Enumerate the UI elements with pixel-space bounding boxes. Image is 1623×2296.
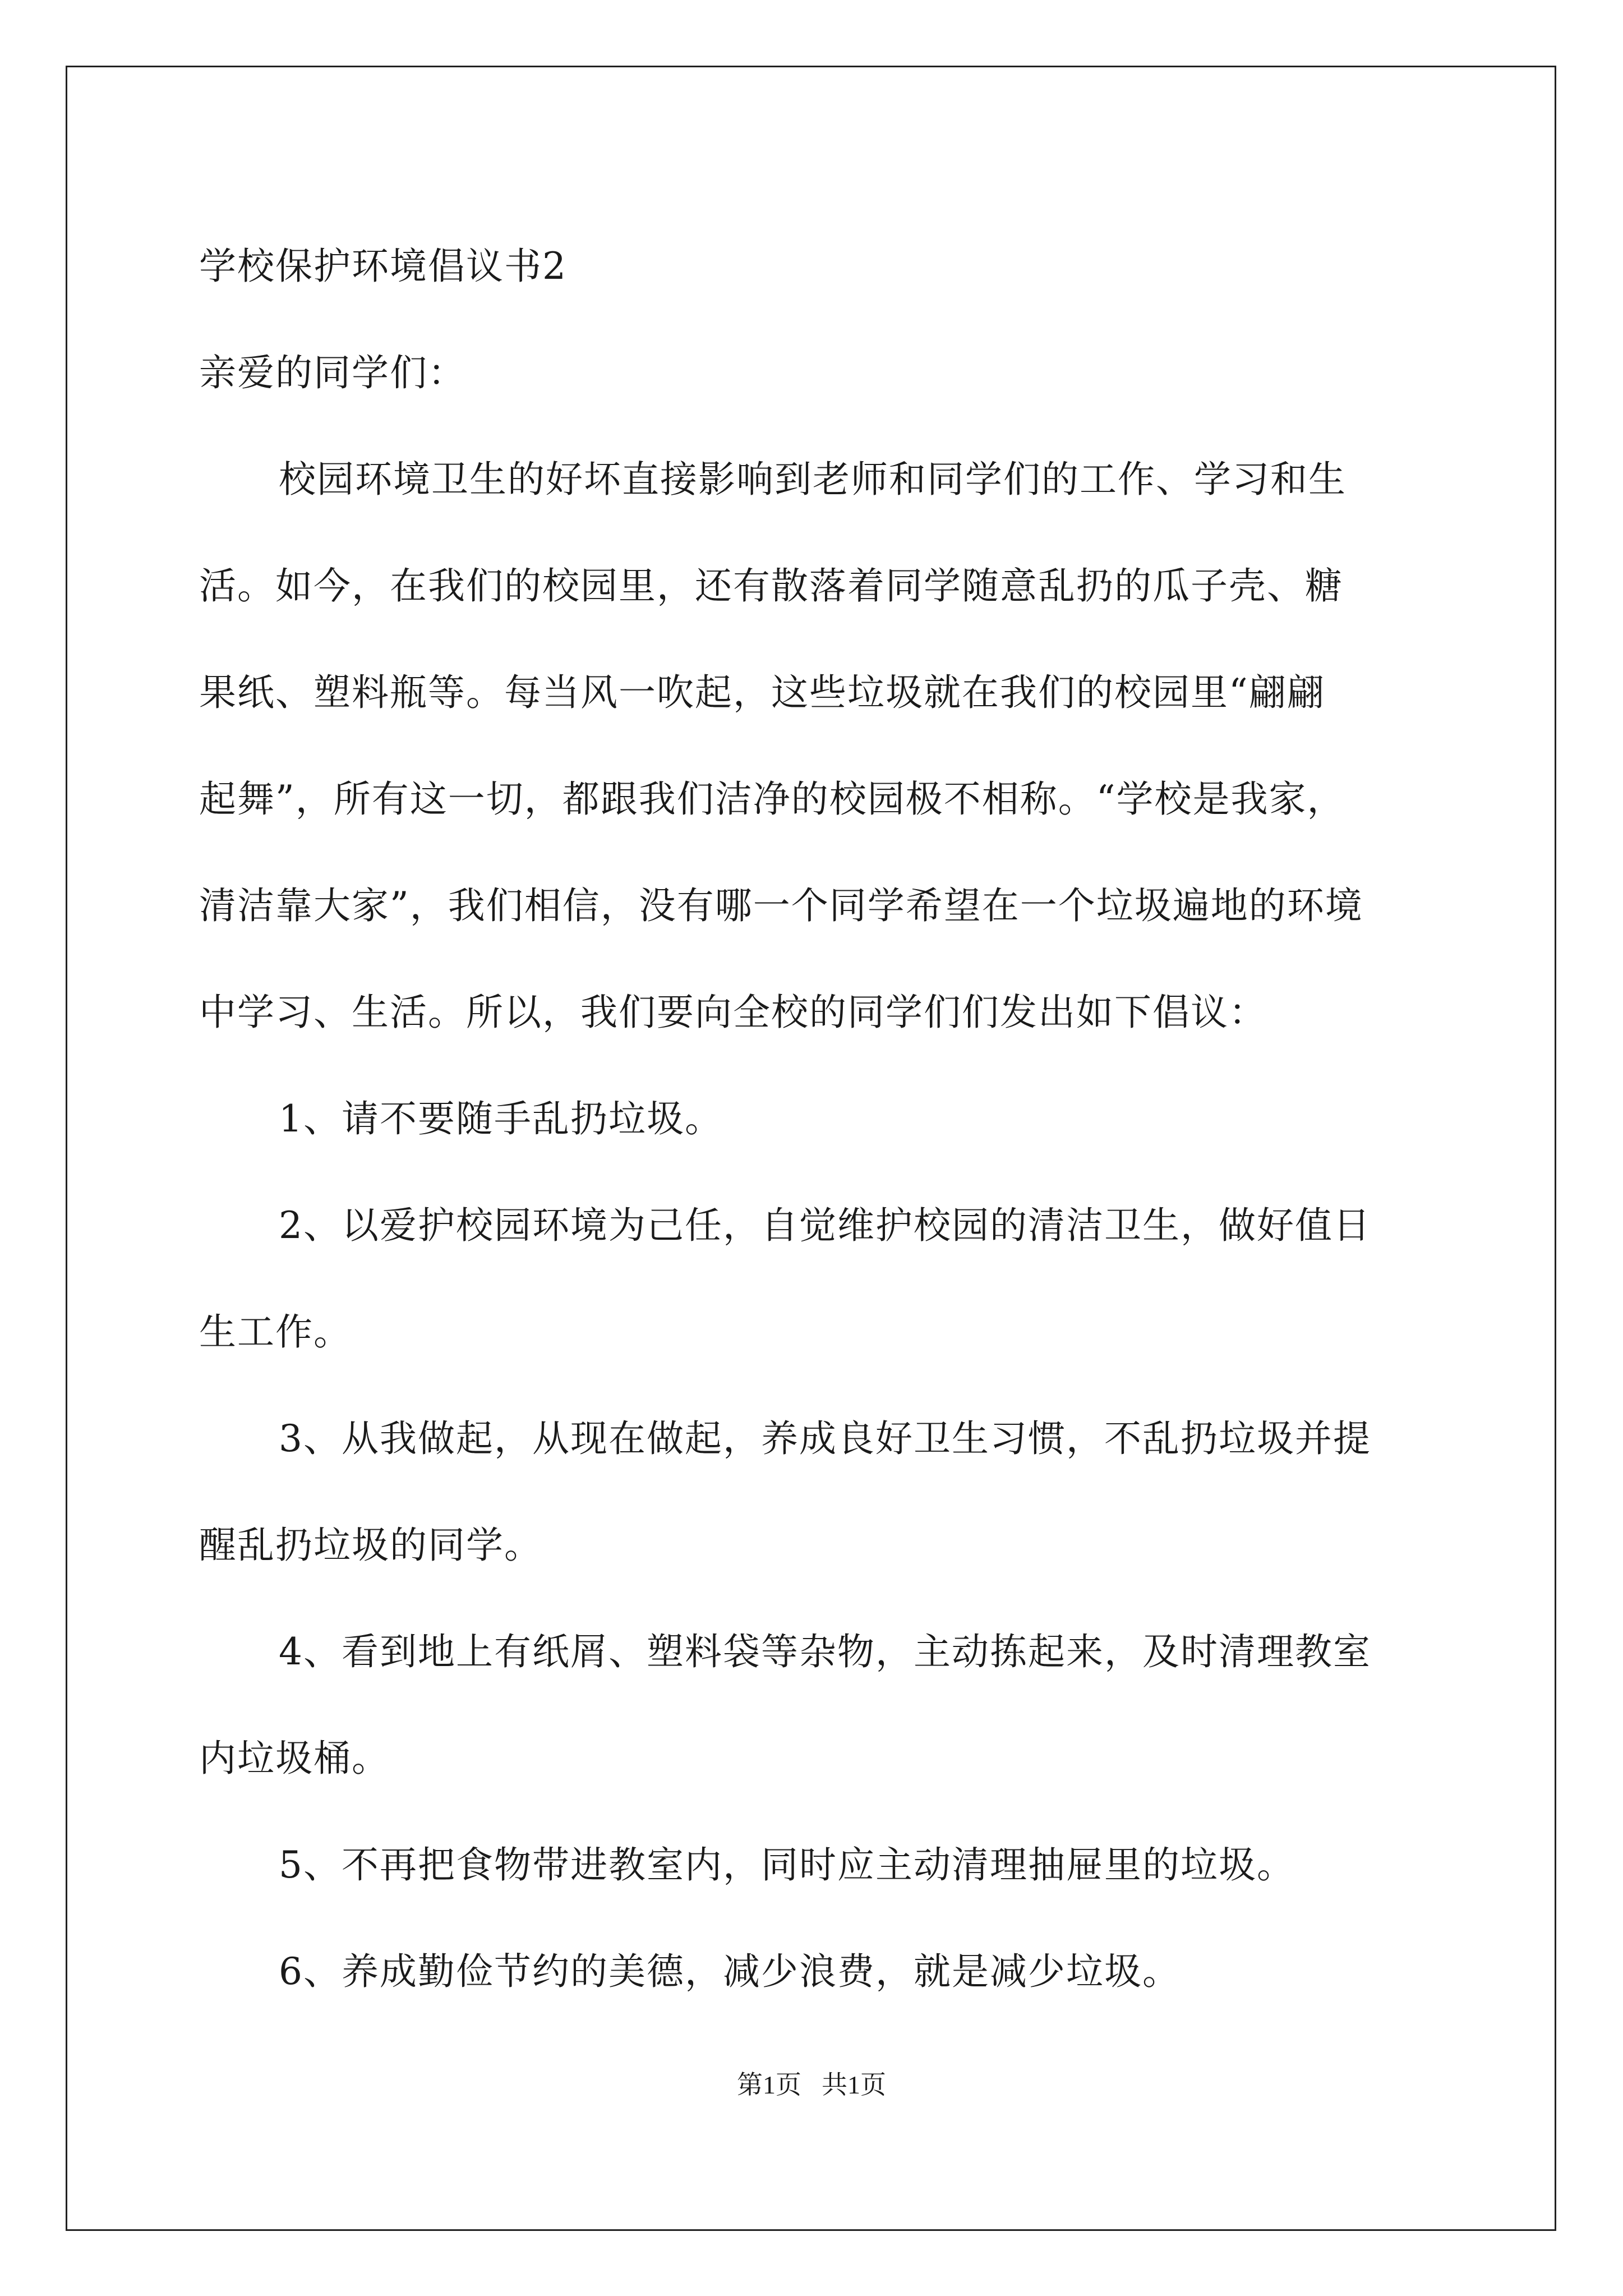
proposal-item-4: 4、看到地上有纸屑、塑料袋等杂物，主动拣起来，及时清理教室: [279, 1630, 1371, 1673]
document-body: [199, 213, 1433, 2025]
paragraph-line: 果纸、塑料瓶等。每当风一吹起，这些垃圾就在我们的校园里“翩翩: [199, 671, 1325, 714]
proposal-item-3-continued: 醒乱扔垃圾的同学。: [199, 1524, 542, 1567]
proposal-item-5: 5、不再把食物带进教室内，同时应主动清理抽屉里的垃圾。: [279, 1843, 1295, 1887]
proposal-item-3: 3、从我做起，从现在做起，养成良好卫生习惯，不乱扔垃圾并提: [279, 1417, 1371, 1460]
proposal-item-2: 2、以爱护校园环境为己任，自觉维护校园的清洁卫生，做好值日: [279, 1204, 1371, 1247]
document-title: 学校保护环境倡议书2: [199, 245, 567, 288]
paragraph-line: 活。如今，在我们的校园里，还有散落着同学随意乱扔的瓜子壳、糖: [199, 564, 1343, 608]
paragraph-line: 校园环境卫生的好坏直接影响到老师和同学们的工作、学习和生: [279, 458, 1347, 501]
proposal-item-1: 1、请不要随手乱扔垃圾。: [279, 1097, 723, 1140]
greeting: 亲爱的同学们：: [199, 351, 466, 394]
proposal-item-4-continued: 内垃圾桶。: [199, 1737, 390, 1780]
page-total: 共1页: [822, 2070, 886, 2099]
page-footer: [0, 2064, 1623, 2101]
proposal-item-2-continued: 生工作。: [199, 1310, 352, 1354]
proposal-item-6: 6、养成勤俭节约的美德，减少浪费，就是减少垃圾。: [279, 1950, 1181, 1993]
paragraph-line: 中学习、生活。所以，我们要向全校的同学们们发出如下倡议：: [199, 991, 1267, 1034]
page-number: 第1页: [737, 2070, 801, 2099]
paragraph-line: 起舞”，所有这一切，都跟我们洁净的校园极不相称。“学校是我家，: [199, 777, 1345, 821]
paragraph-line: 清洁靠大家”，我们相信，没有哪一个同学希望在一个垃圾遍地的环境: [199, 884, 1363, 927]
